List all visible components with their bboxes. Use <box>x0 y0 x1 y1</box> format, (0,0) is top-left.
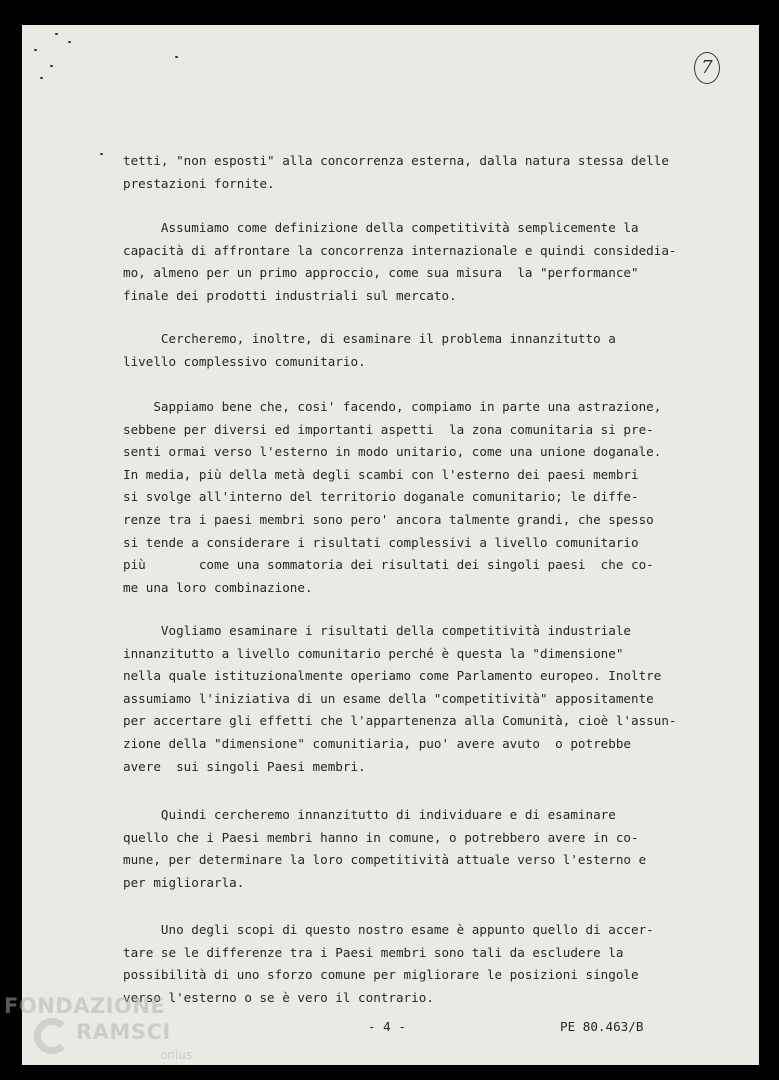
text-line: livello complessivo comunitario. <box>123 353 366 369</box>
paragraph-1 <box>123 150 669 195</box>
text-line: zione della "dimensione" comunitiaria, puo' avere avuto o potrebbe <box>123 735 631 751</box>
text-line: verso l'esterno o se è vero il contrario. <box>123 989 434 1005</box>
watermark-suffix: onlus <box>160 1048 193 1062</box>
paragraph-3 <box>123 328 616 373</box>
footer-page-label: - 4 - <box>368 1019 406 1034</box>
handwritten-page-number: 7 <box>694 52 720 84</box>
text-line: In media, più della metà degli scambi con l'esterno dei paesi membri <box>123 466 639 482</box>
text-line: Sappiamo bene che, cosi' facendo, compiamo in parte una astrazione, <box>123 399 662 414</box>
paragraph-4 <box>123 396 661 599</box>
text-line: Assumiamo come definizione della competitività semplicemente la <box>123 220 639 235</box>
footer-document-ref: PE 80.463/B <box>560 1019 644 1034</box>
scan-speck <box>68 41 71 43</box>
watermark-logo <box>4 994 234 1074</box>
watermark-g-icon <box>34 1018 70 1054</box>
scan-speck <box>50 65 53 67</box>
text-line: me una loro combinazione. <box>123 579 313 595</box>
text-line: senti ormai verso l'esterno in modo unitario, come una unione doganale. <box>123 444 662 460</box>
text-line: Quindi cercheremo innanzitutto di individuare e di esaminare <box>123 807 616 822</box>
text-line: avere sui singoli Paesi membri. <box>123 758 366 774</box>
watermark-line1: FONDAZIONE <box>4 994 166 1018</box>
text-line: possibilità di uno sforzo comune per migliorare le posizioni singole <box>123 967 639 983</box>
text-line: Cercheremo, inoltre, di esaminare il problema innanzitutto a <box>123 331 616 346</box>
scan-speck <box>34 49 37 51</box>
text-line: per accertare gli effetti che l'appartenenza alla Comunità, cioè l'assun- <box>123 713 677 729</box>
paragraph-5 <box>123 620 677 778</box>
text-line: assumiamo l'iniziativa di un esame della "competitività" appositamente <box>123 690 654 706</box>
text-line: sebbene per diversi ed importanti aspetti la zona comunitaria si pre- <box>123 421 654 437</box>
text-line: più come una sommatoria dei risultati dei singoli paesi che co- <box>123 557 654 573</box>
document-page <box>22 25 759 1065</box>
scan-speck <box>55 33 58 35</box>
text-line: renze tra i paesi membri sono pero' ancora talmente grandi, che spesso <box>123 511 654 527</box>
scan-speck <box>40 77 43 79</box>
text-line: finale dei prodotti industriali sul mercato. <box>123 287 457 303</box>
text-line: tare se le differenze tra i Paesi membri sono tali da escludere la <box>123 944 624 960</box>
text-line: nella quale istituzionalmente operiamo come Parlamento europeo. Inoltre <box>123 668 662 684</box>
text-line: si tende a considerare i risultati complessivi a livello comunitario <box>123 534 639 550</box>
text-line: innanzitutto a livello comunitario perché è questa la "dimensione" <box>123 645 624 661</box>
text-line: si svolge all'interno del territorio doganale comunitario; le diffe- <box>123 489 639 505</box>
scan-speck <box>100 153 103 155</box>
text-line: capacità di affrontare la concorrenza internazionale e quindi considedia- <box>123 242 677 258</box>
text-line: per migliorarla. <box>123 874 245 890</box>
paragraph-2 <box>123 217 677 307</box>
scan-speck <box>175 56 178 58</box>
text-line: mune, per determinare la loro competitività attuale verso l'esterno e <box>123 852 647 868</box>
text-line: Uno degli scopi di questo nostro esame è appunto quello di accer- <box>123 922 654 937</box>
text-line: quello che i Paesi membri hanno in comune, o potrebbero avere in co- <box>123 829 639 845</box>
text-line: prestazioni fornite. <box>123 175 275 191</box>
text-line: mo, almeno per un primo approccio, come sua misura la "performance" <box>123 265 639 281</box>
text-line: tetti, "non esposti" alla concorrenza esterna, dalla natura stessa delle <box>123 153 669 168</box>
watermark-line2: RAMSCI <box>76 1020 171 1044</box>
text-line: Vogliamo esaminare i risultati della competitività industriale <box>123 623 631 638</box>
paragraph-6 <box>123 804 646 894</box>
